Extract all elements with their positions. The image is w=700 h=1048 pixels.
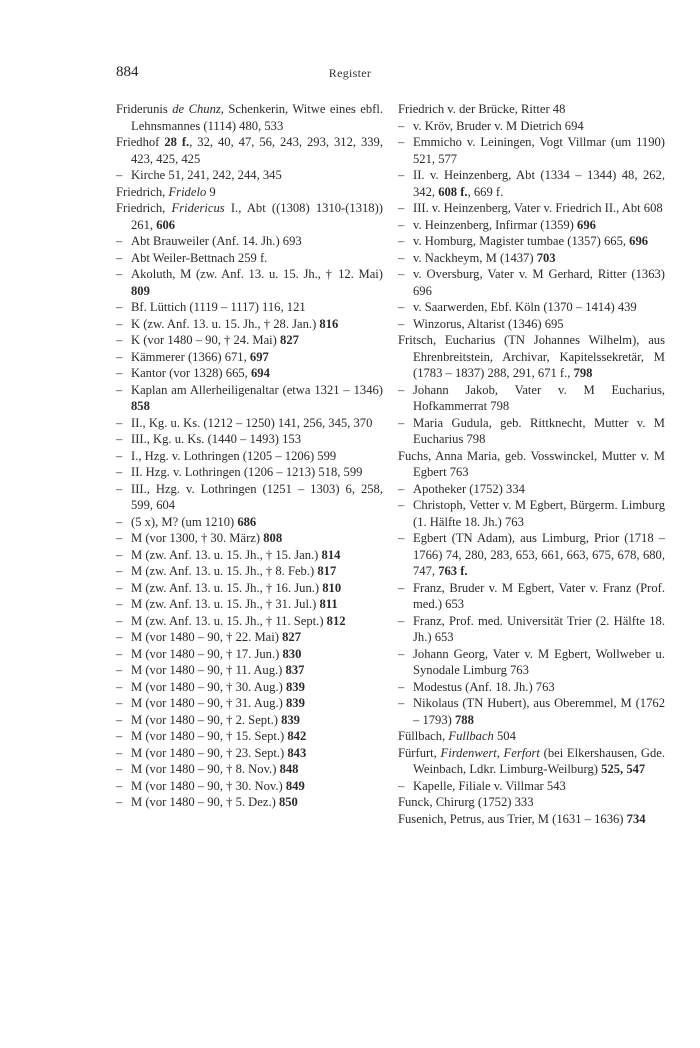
index-entry xyxy=(398,811,665,828)
entry-text: M (zw. Anf. 13. u. 15. Jh., † 31. Jul.) xyxy=(131,597,320,611)
index-column-left xyxy=(116,101,383,811)
index-subentry xyxy=(116,250,383,267)
entry-text: M (vor 1480 – 90, † 5. Dez.) xyxy=(131,795,279,809)
entry-text: M (vor 1480 – 90, † 23. Sept.) xyxy=(131,745,288,760)
entry-bold-page-ref: 525, 547 xyxy=(601,762,646,776)
entry-text: Funck, Chirurg (1752) 333 xyxy=(398,795,534,809)
entry-bold-page-ref: 816 xyxy=(319,316,339,331)
index-subentry xyxy=(116,646,383,663)
index-subentry xyxy=(116,662,383,679)
index-subentry xyxy=(398,646,665,679)
index-subentry xyxy=(116,580,383,597)
index-subentry xyxy=(398,200,665,217)
entry-text: M (zw. Anf. 13. u. 15. Jh., † 11. Sept.) xyxy=(131,613,327,628)
index-subentry xyxy=(116,167,383,184)
entry-bold-page-ref: 798 xyxy=(573,366,593,380)
entry-text: Christoph, Vetter v. M Egbert, Bürgerm. Limburg (1. Hälfte 18. Jh.) 763 xyxy=(413,498,665,529)
index-entry xyxy=(398,332,665,382)
entry-bold-page-ref: 850 xyxy=(278,795,298,809)
entry-text: v. Heinzenberg, Infirmar (1359) xyxy=(413,217,578,232)
entry-variant-form: Fullbach xyxy=(448,729,494,743)
entry-text: , Schenkerin, Witwe eines ebfl. Lehnsmannes (1114) 480, 533 xyxy=(131,102,383,133)
entry-text: , 32, 40, 47, 56, 243, 293, 312, 339, 423, 425, 425 xyxy=(131,135,383,166)
index-subentry xyxy=(398,481,665,498)
entry-text: Winzorus, Altarist (1346) 695 xyxy=(413,316,564,331)
index-subentry xyxy=(398,299,665,316)
index-subentry xyxy=(116,596,383,613)
entry-text: M (zw. Anf. 13. u. 15. Jh., † 8. Feb.) xyxy=(131,564,318,578)
index-entry xyxy=(398,794,665,811)
entry-bold-page-ref: 788 xyxy=(454,712,474,727)
index-subentry xyxy=(116,299,383,316)
entry-bold-page-ref: 686 xyxy=(237,514,257,529)
entry-bold-page-ref: 696 xyxy=(577,217,596,232)
entry-text: I., Abt ((1308) 1310-(1318)) 261, xyxy=(131,201,383,232)
entry-text: Kirche 51, 241, 242, 244, 345 xyxy=(131,168,282,182)
entry-text: II., Kg. u. Ks. (1212 – 1250) 141, 256, 345, 370 xyxy=(131,415,373,430)
index-subentry xyxy=(398,415,665,448)
index-subentry xyxy=(398,134,665,167)
index-subentry xyxy=(116,481,383,514)
entry-text: Johann Jakob, Vater v. M Eucharius, Hofkammerrat 798 xyxy=(413,382,665,413)
entry-text: M (vor 1480 – 90, † 8. Nov.) xyxy=(131,762,280,776)
index-subentry xyxy=(398,266,665,299)
index-subentry xyxy=(116,349,383,366)
entry-text: M (vor 1480 – 90, † 2. Sept.) xyxy=(131,712,282,727)
entry-bold-page-ref: 811 xyxy=(319,597,338,611)
index-subentry xyxy=(116,530,383,547)
index-subentry xyxy=(398,250,665,267)
index-entry xyxy=(398,745,665,778)
index-subentry xyxy=(116,266,383,299)
entry-text: M (vor 1480 – 90, † 22. Mai) xyxy=(131,630,283,644)
index-subentry xyxy=(116,464,383,481)
entry-text: III. v. Heinzenberg, Vater v. Friedrich II., Abt 608 xyxy=(413,201,663,215)
entry-text: Füllbach, xyxy=(398,729,449,743)
entry-text: Apotheker (1752) 334 xyxy=(413,481,525,496)
entry-text: v. Kröv, Bruder v. M Dietrich 694 xyxy=(413,118,584,133)
entry-bold-page-ref: 843 xyxy=(287,745,307,760)
entry-text: v. Saarwerden, Ebf. Köln (1370 – 1414) 439 xyxy=(413,300,637,314)
index-entry xyxy=(116,101,383,134)
entry-text: Fürfurt, xyxy=(398,745,441,760)
entry-bold-page-ref: 608 f. xyxy=(438,184,468,199)
page-number: 884 xyxy=(116,64,139,80)
index-subentry xyxy=(116,712,383,729)
index-subentry xyxy=(116,629,383,646)
entry-bold-page-ref: 839 xyxy=(285,679,305,694)
index-subentry xyxy=(398,233,665,250)
entry-text: Fusenich, Petrus, aus Trier, M (1631 – 1636) xyxy=(398,811,627,826)
index-subentry xyxy=(116,563,383,580)
entry-text: v. Homburg, Magister tumbae (1357) 665, xyxy=(413,234,630,248)
index-subentry xyxy=(398,382,665,415)
entry-bold-page-ref: 837 xyxy=(285,663,305,677)
entry-text: M (vor 1480 – 90, † 30. Aug.) xyxy=(131,679,286,694)
entry-text: (5 x), M? (um 1210) xyxy=(131,514,238,529)
index-subentry xyxy=(116,679,383,696)
entry-text: Friedhof xyxy=(116,135,165,149)
entry-bold-page-ref: 814 xyxy=(321,547,341,562)
index-entry xyxy=(398,728,665,745)
entry-text: M (vor 1300, † 30. März) xyxy=(131,531,264,545)
entry-bold-page-ref: 858 xyxy=(131,399,150,413)
entry-text: I., Hzg. v. Lothringen (1205 – 1206) 599 xyxy=(131,448,337,463)
entry-bold-page-ref: 839 xyxy=(281,712,300,727)
index-subentry xyxy=(398,118,665,135)
entry-bold-page-ref: 28 f. xyxy=(164,135,190,149)
entry-text: Johann Georg, Vater v. M Egbert, Wollweber u. Synodale Limburg 763 xyxy=(413,646,665,677)
entry-text: Abt Brauweiler (Anf. 14. Jh.) 693 xyxy=(131,234,302,248)
index-subentry xyxy=(116,382,383,415)
entry-text: Friderunis xyxy=(116,102,173,116)
entry-bold-page-ref: 842 xyxy=(287,729,307,743)
entry-bold-page-ref: 827 xyxy=(280,333,299,347)
entry-text: M (vor 1480 – 90, † 15. Sept.) xyxy=(131,729,288,743)
index-subentry xyxy=(116,728,383,745)
index-subentry xyxy=(398,530,665,580)
index-subentry xyxy=(116,778,383,795)
entry-text: Friedrich, xyxy=(116,184,169,199)
entry-text: Friedrich, xyxy=(116,201,172,215)
index-subentry xyxy=(398,613,665,646)
entry-bold-page-ref: 694 xyxy=(250,366,270,380)
index-entry xyxy=(398,448,665,481)
entry-bold-page-ref: 809 xyxy=(131,283,150,298)
index-subentry xyxy=(116,365,383,382)
entry-text: III., Hzg. v. Lothringen (1251 – 1303) 6, 258, 599, 604 xyxy=(131,481,383,512)
entry-text: Bf. Lüttich (1119 – 1117) 116, 121 xyxy=(131,300,306,314)
entry-text: Friedrich v. der Brücke, Ritter 48 xyxy=(398,102,566,116)
entry-text: M (zw. Anf. 13. u. 15. Jh., † 15. Jan.) xyxy=(131,547,322,562)
entry-variant-form: Fridericus xyxy=(171,201,225,215)
entry-text: (bei Elkershausen, Gde. Weinbach, Ldkr. Limburg-Weilburg) xyxy=(413,745,665,776)
entry-text: Kaplan am Allerheiligenaltar (etwa 1321 – 1346) xyxy=(131,382,383,397)
entry-text: III., Kg. u. Ks. (1440 – 1493) 153 xyxy=(131,432,301,446)
entry-text: K (zw. Anf. 13. u. 15. Jh., † 28. Jan.) xyxy=(131,316,320,331)
index-subentry xyxy=(398,778,665,795)
entry-text: Fuchs, Anna Maria, geb. Vosswinckel, Mutter v. M Egbert 763 xyxy=(398,448,665,479)
index-subentry xyxy=(116,233,383,250)
index-entry xyxy=(116,184,383,201)
entry-text: Nikolaus (TN Hubert), aus Oberemmel, M (1762 – 1793) xyxy=(413,696,665,727)
index-subentry xyxy=(116,547,383,564)
index-subentry xyxy=(116,613,383,630)
entry-text: Kantor (vor 1328) 665, xyxy=(131,366,251,380)
running-head: Register xyxy=(328,66,372,80)
entry-text: Fritsch, Eucharius (TN Johannes Wilhelm), aus Ehrenbreitstein, Archivar, Kapitelssekretär, M (1783 – 1837) 288, 291, 671 f., xyxy=(398,333,665,380)
entry-bold-page-ref: 827 xyxy=(282,630,302,644)
entry-bold-page-ref: 696 xyxy=(629,234,649,248)
entry-bold-page-ref: 703 xyxy=(536,250,556,265)
entry-text: II. v. Heinzenberg, Abt (1334 – 1344) 48, 262, 342, xyxy=(413,168,665,199)
entry-text: Kämmerer (1366) 671, xyxy=(131,349,250,364)
entry-bold-page-ref: 849 xyxy=(285,778,305,793)
index-subentry xyxy=(116,745,383,762)
index-subentry xyxy=(116,332,383,349)
entry-text: K (vor 1480 – 90, † 24. Mai) xyxy=(131,333,281,347)
index-subentry xyxy=(116,415,383,432)
index-subentry xyxy=(116,695,383,712)
index-subentry xyxy=(398,580,665,613)
entry-text: M (vor 1480 – 90, † 17. Jun.) xyxy=(131,646,283,661)
index-subentry xyxy=(398,695,665,728)
entry-bold-page-ref: 848 xyxy=(279,762,299,776)
entry-text: 9 xyxy=(206,184,216,199)
entry-text: M (vor 1480 – 90, † 31. Aug.) xyxy=(131,696,286,710)
entry-variant-form: Firdenwert, Ferfort xyxy=(440,745,540,760)
entry-bold-page-ref: 734 xyxy=(626,811,646,826)
entry-variant-form: de Chunz xyxy=(172,102,221,116)
index-entry xyxy=(116,134,383,167)
index-subentry xyxy=(398,497,665,530)
entry-bold-page-ref: 830 xyxy=(282,646,302,661)
entry-text: v. Nackheym, M (1437) xyxy=(413,250,537,265)
index-subentry xyxy=(398,679,665,696)
index-column-right xyxy=(398,101,665,827)
entry-bold-page-ref: 817 xyxy=(317,564,337,578)
index-subentry xyxy=(116,448,383,465)
entry-text: Franz, Bruder v. M Egbert, Vater v. Franz (Prof. med.) 653 xyxy=(413,580,665,611)
entry-text: , 669 f. xyxy=(467,184,504,199)
entry-text: Egbert (TN Adam), aus Limburg, Prior (1718 – 1766) 74, 280, 283, 653, 661, 663, 675, 678, 680, 747, xyxy=(413,531,665,578)
entry-bold-page-ref: 839 xyxy=(285,696,305,710)
entry-bold-page-ref: 763 f. xyxy=(438,564,468,578)
entry-text: Kapelle, Filiale v. Villmar 543 xyxy=(413,778,566,793)
entry-bold-page-ref: 808 xyxy=(263,531,283,545)
entry-text: M (vor 1480 – 90, † 11. Aug.) xyxy=(131,663,286,677)
entry-text: 504 xyxy=(493,729,516,743)
index-entry xyxy=(116,200,383,233)
entry-text: M (vor 1480 – 90, † 30. Nov.) xyxy=(131,778,286,793)
entry-bold-page-ref: 810 xyxy=(322,580,342,595)
index-subentry xyxy=(398,167,665,200)
index-entry xyxy=(398,101,665,118)
index-subentry xyxy=(398,316,665,333)
index-subentry xyxy=(116,431,383,448)
entry-text: Modestus (Anf. 18. Jh.) 763 xyxy=(413,679,555,694)
entry-text: M (zw. Anf. 13. u. 15. Jh., † 16. Jun.) xyxy=(131,580,323,595)
entry-text: II. Hzg. v. Lothringen (1206 – 1213) 518, 599 xyxy=(131,465,363,479)
entry-bold-page-ref: 697 xyxy=(249,349,269,364)
index-subentry xyxy=(116,761,383,778)
entry-bold-page-ref: 812 xyxy=(326,613,346,628)
entry-text: Franz, Prof. med. Universität Trier (2. Hälfte 18. Jh.) 653 xyxy=(413,613,665,644)
entry-text: Emmicho v. Leiningen, Vogt Villmar (um 1190) 521, 577 xyxy=(413,135,665,166)
index-subentry xyxy=(116,316,383,333)
entry-text: Maria Gudula, geb. Rittknecht, Mutter v. M Eucharius 798 xyxy=(413,415,665,446)
entry-text: v. Oversburg, Vater v. M Gerhard, Ritter (1363) 696 xyxy=(413,267,665,298)
entry-text: Abt Weiler-Bettnach 259 f. xyxy=(131,250,268,265)
index-subentry xyxy=(116,794,383,811)
entry-variant-form: Fridelo xyxy=(168,184,207,199)
index-subentry xyxy=(116,514,383,531)
entry-bold-page-ref: 606 xyxy=(156,217,176,232)
entry-text: Akoluth, M (zw. Anf. 13. u. 15. Jh., † 12. Mai) xyxy=(131,267,383,281)
index-subentry xyxy=(398,217,665,234)
